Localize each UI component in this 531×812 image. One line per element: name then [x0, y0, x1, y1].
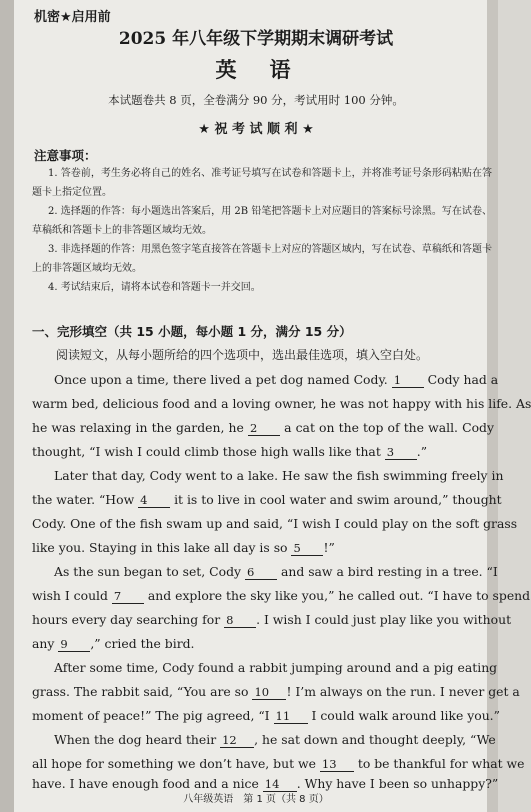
- blank-9: 9: [58, 637, 90, 652]
- passage-line: grass. The rabbit said, “You are so 10 ! I’m always on the run. I never get a: [32, 684, 520, 699]
- passage-line: Cody. One of the fish swam up and said, “I wish I could play on the soft grass: [32, 516, 518, 531]
- passage-line: After some time, Cody found a rabbit jumping around and a pig eating: [54, 660, 498, 675]
- passage-line: any 9 ,” cried the bird.: [32, 636, 195, 651]
- passage-line: When the dog heard their 12 , he sat down and thought deeply, “We: [54, 732, 496, 747]
- section-heading: 一、完形填空（共 15 小题，每小题 1 分，满分 15 分）: [32, 324, 352, 339]
- good-luck-banner: ★ 祝 考 试 顺 利 ★: [198, 122, 314, 137]
- passage-line: wish I could 7 and explore the sky like you,” he called out. “I have to spend: [32, 588, 531, 603]
- passage-line: hours every day searching for 8 . I wish I could just play like you without: [32, 612, 512, 627]
- blank-7: 7: [112, 589, 144, 604]
- notes-heading: 注意事项：: [34, 148, 97, 163]
- blank-5: 5: [291, 541, 323, 556]
- note-item: 3. 非选择题的作答：用黑色签字笔直接答在答题卡上对应的答题区域内，写在试卷、草稿纸和答题卡上的非答题区域均无效。: [32, 244, 492, 274]
- section-direction: 阅读短文，从每小题所给的四个选项中，选出最佳选项，填入空白处。: [56, 348, 429, 362]
- passage-line: Once upon a time, there lived a pet dog named Cody. 1 Cody had a: [54, 372, 499, 387]
- passage-line: like you. Staying in this lake all day is so 5 !”: [32, 540, 335, 555]
- passage-line: thought, “I wish I could climb those high walls like that 3 .”: [32, 444, 428, 459]
- page-footer: 八年级英语 第 1 页（共 8 页）: [183, 794, 329, 805]
- passage-line: all hope for something we don’t have, but we 13 to be thankful for what we: [32, 756, 525, 771]
- blank-1: 1: [392, 373, 424, 388]
- blank-6: 6: [245, 565, 277, 580]
- left-shadow-strip: [0, 0, 14, 812]
- blank-4: 4: [138, 493, 170, 508]
- blank-11: 11: [274, 709, 308, 724]
- passage-line: moment of peace!” The pig agreed, “I 11 I could walk around like you.”: [32, 708, 500, 723]
- exam-title: 2025 年八年级下学期期末调研考试: [118, 29, 394, 49]
- passage-line: warm bed, delicious food and a loving owner, he was not happy with his life. As: [32, 396, 531, 411]
- passage-line: he was relaxing in the garden, he 2 a cat on the top of the wall. Cody: [32, 420, 494, 435]
- blank-3: 3: [385, 445, 417, 460]
- note-item: 4. 考试结束后，请将本试卷和答题卡一并交回。: [48, 282, 261, 293]
- blank-12: 12: [220, 733, 254, 748]
- passage-line: As the sun began to set, Cody 6 and saw a bird resting in a tree. “I: [54, 564, 498, 579]
- blank-8: 8: [224, 613, 256, 628]
- exam-page: [14, 0, 531, 812]
- passage-line: have. I have enough food and a nice 14 . Why have I been so unhappy?”: [32, 776, 499, 791]
- blank-2: 2: [248, 421, 280, 436]
- blank-10: 10: [252, 685, 286, 700]
- confidential-label: 机密★启用前: [34, 10, 111, 25]
- passage-line: the water. “How 4 it is to live in cool water and swim around,” thought: [32, 492, 502, 507]
- passage-line: Later that day, Cody went to a lake. He saw the fish swimming freely in: [54, 468, 504, 483]
- blank-13: 13: [320, 757, 354, 772]
- blank-14: 14: [263, 777, 297, 792]
- note-item: 2. 选择题的作答：每小题选出答案后，用 2B 铅笔把答题卡上对应题目的答案标号涂黑。写在试卷、草稿纸和答题卡上的非答题区域均无效。: [32, 206, 492, 236]
- subject-title: 英 语: [215, 57, 297, 82]
- note-item: 1. 答卷前，考生务必将自己的姓名、准考证号填写在试卷和答题卡上，并将准考证号条形码粘贴在答题卡上指定位置。: [32, 168, 492, 198]
- exam-info: 本试题卷共 8 页，全卷满分 90 分，考试用时 100 分钟。: [108, 93, 404, 107]
